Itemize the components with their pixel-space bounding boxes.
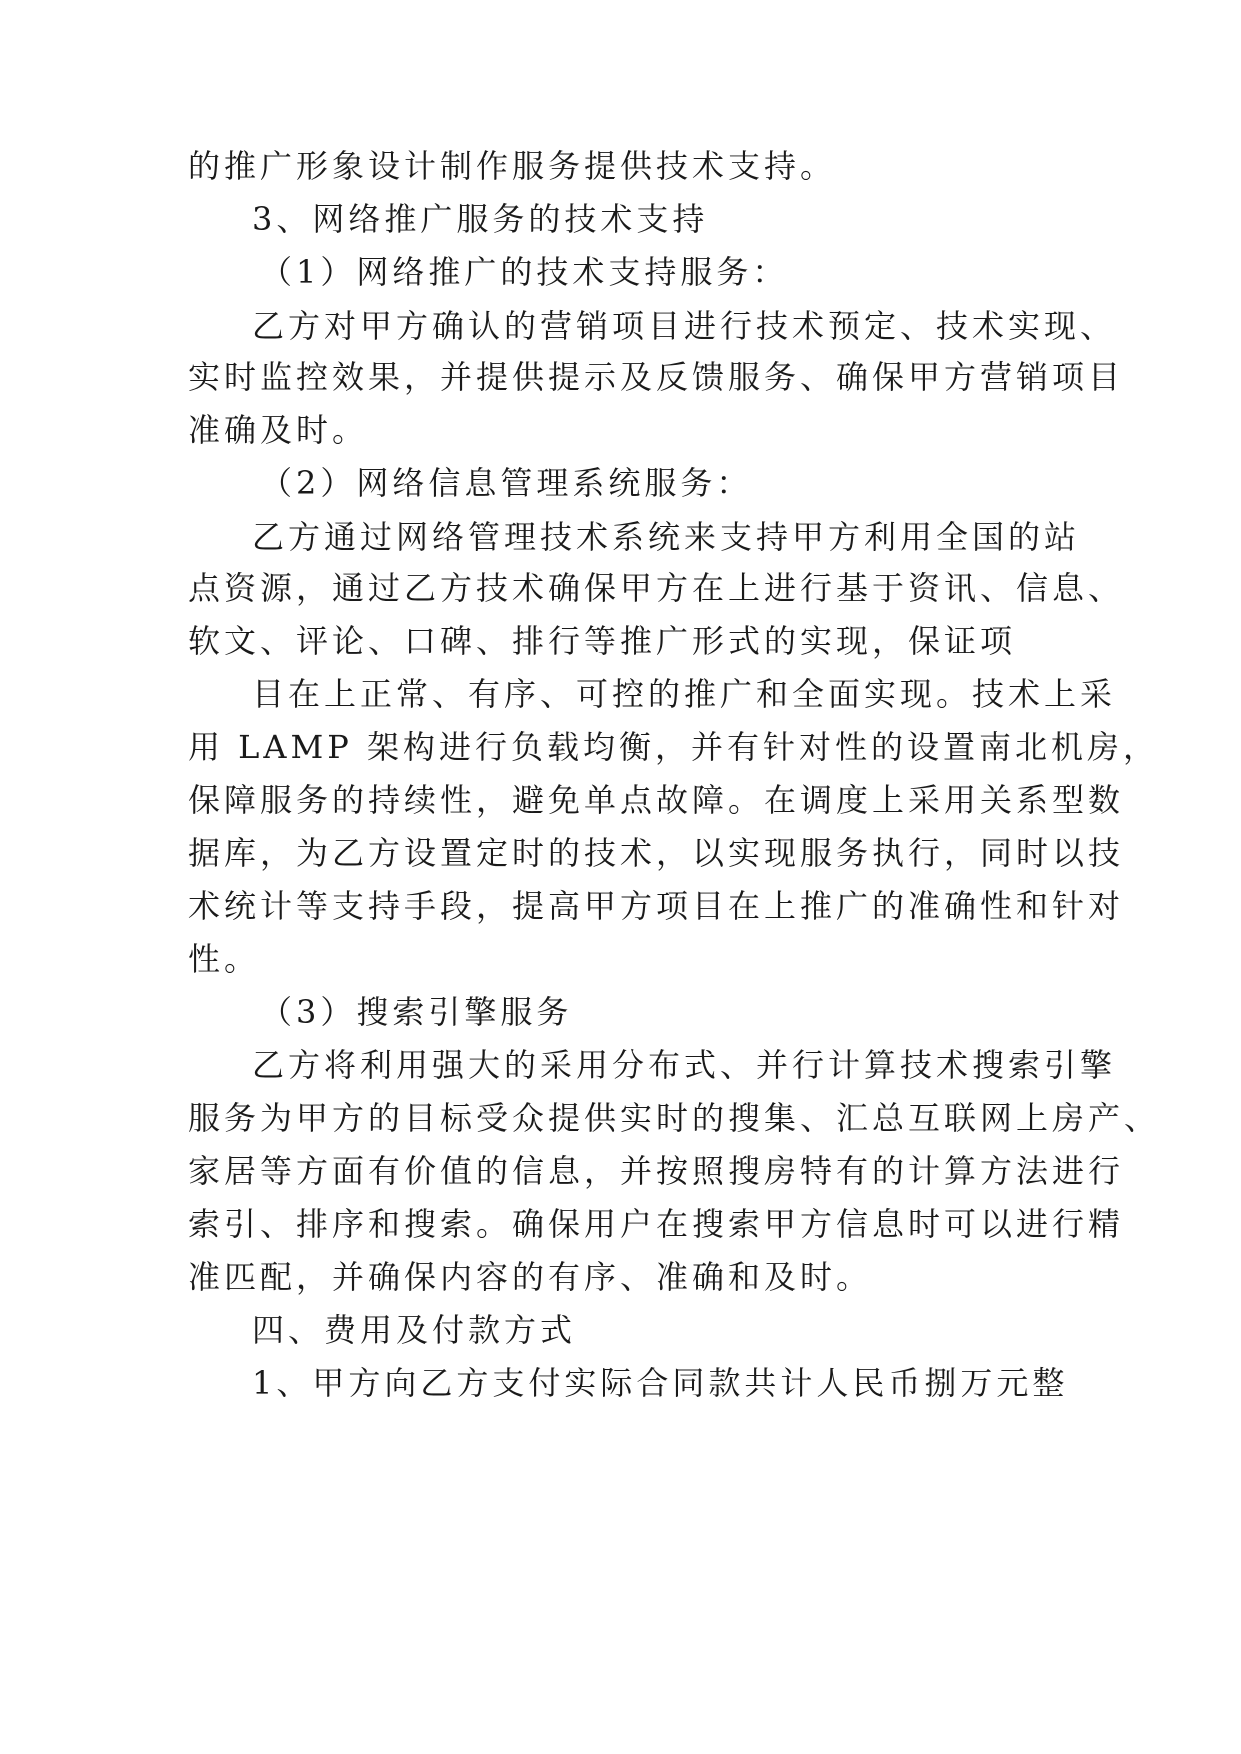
- text-line-22: 准匹配，并确保内容的有序、准确和及时。: [188, 1258, 873, 1296]
- text-line-6: 准确及时。: [188, 411, 369, 449]
- text-line-21: 索引、排序和搜索。确保用户在搜索甲方信息时可以进行精: [188, 1205, 1125, 1243]
- text-line-4: 乙方对甲方确认的营销项目进行技术预定、技术实现、: [252, 307, 1117, 345]
- subsection-heading-1: （1）网络推广的技术支持服务：: [260, 253, 789, 291]
- text-line-18: 乙方将利用强大的采用分布式、并行计算技术搜索引擎: [252, 1046, 1117, 1084]
- text-line-20: 家居等方面有价值的信息，并按照搜房特有的计算方法进行: [188, 1152, 1125, 1190]
- subsection-heading-2: （2）网络信息管理系统服务：: [260, 464, 753, 502]
- section-heading-3: 3、网络推广服务的技术支持: [252, 200, 709, 238]
- text-line-15: 术统计等支持手段，提高甲方项目在上推广的准确性和针对: [188, 887, 1125, 925]
- text-line-1: 的推广形象设计制作服务提供技术支持。: [188, 147, 837, 185]
- section-heading-4: 四、费用及付款方式: [252, 1311, 577, 1349]
- text-line-10: 软文、评论、口碑、排行等推广形式的实现，保证项: [188, 622, 1017, 660]
- text-line-9: 点资源，通过乙方技术确保甲方在上进行基于资讯、信息、: [188, 569, 1125, 607]
- text-line-24: 1、甲方向乙方支付实际合同款共计人民币捌万元整: [252, 1364, 1069, 1402]
- text-line-5: 实时监控效果，并提供提示及反馈服务、确保甲方营销项目: [188, 358, 1125, 396]
- text-line-12: 用 LAMP 架构进行负载均衡，并有针对性的设置南北机房，: [188, 728, 1160, 766]
- text-line-19: 服务为甲方的目标受众提供实时的搜集、汇总互联网上房产、: [188, 1099, 1161, 1137]
- text-line-14: 据库，为乙方设置定时的技术，以实现服务执行，同时以技: [188, 834, 1125, 872]
- text-line-11: 目在上正常、有序、可控的推广和全面实现。技术上采: [252, 675, 1117, 713]
- text-line-16: 性。: [188, 940, 261, 978]
- text-line-8: 乙方通过网络管理技术系统来支持甲方利用全国的站: [252, 518, 1081, 556]
- subsection-heading-3: （3）搜索引擎服务: [260, 993, 573, 1031]
- text-line-13: 保障服务的持续性，避免单点故障。在调度上采用关系型数: [188, 781, 1125, 819]
